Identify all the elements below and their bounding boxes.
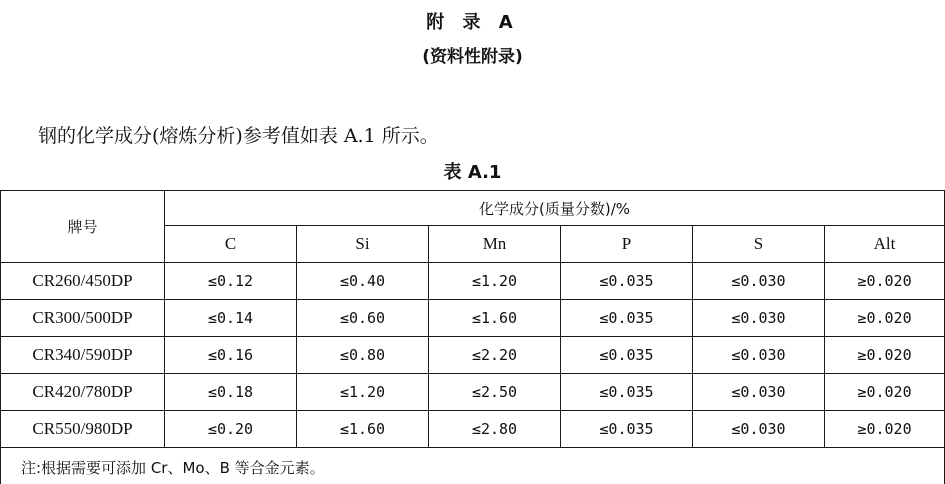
value-cell-alt: ≥0.020 bbox=[825, 263, 945, 300]
value-cell-si: ≤1.20 bbox=[297, 374, 429, 411]
value-cell-si: ≤1.60 bbox=[297, 411, 429, 448]
value-cell-p: ≤0.035 bbox=[561, 263, 693, 300]
value-cell-si: ≤0.80 bbox=[297, 337, 429, 374]
value-cell-mn: ≤2.50 bbox=[429, 374, 561, 411]
value-cell-si: ≤0.40 bbox=[297, 263, 429, 300]
value-cell-s: ≤0.030 bbox=[693, 374, 825, 411]
value-cell-p: ≤0.035 bbox=[561, 300, 693, 337]
value-cell-s: ≤0.030 bbox=[693, 337, 825, 374]
value-cell-alt: ≥0.020 bbox=[825, 411, 945, 448]
grade-cell: CR260/450DP bbox=[1, 263, 165, 300]
grade-cell: CR340/590DP bbox=[1, 337, 165, 374]
grade-column-header: 牌号 bbox=[1, 191, 165, 263]
grade-cell: CR550/980DP bbox=[1, 411, 165, 448]
value-cell-si: ≤0.60 bbox=[297, 300, 429, 337]
element-header-c: C bbox=[165, 226, 297, 263]
value-cell-p: ≤0.035 bbox=[561, 411, 693, 448]
value-cell-c: ≤0.12 bbox=[165, 263, 297, 300]
element-header-p: P bbox=[561, 226, 693, 263]
element-header-alt: Alt bbox=[825, 226, 945, 263]
composition-group-header: 化学成分(质量分数)/% bbox=[165, 191, 945, 226]
appendix-subtitle: (资料性附录) bbox=[422, 47, 523, 67]
chemical-composition-table bbox=[0, 190, 945, 484]
table-row bbox=[1, 374, 945, 411]
value-cell-mn: ≤2.20 bbox=[429, 337, 561, 374]
value-cell-s: ≤0.030 bbox=[693, 263, 825, 300]
value-cell-s: ≤0.030 bbox=[693, 411, 825, 448]
grade-cell: CR300/500DP bbox=[1, 300, 165, 337]
value-cell-alt: ≥0.020 bbox=[825, 300, 945, 337]
value-cell-alt: ≥0.020 bbox=[825, 337, 945, 374]
value-cell-c: ≤0.20 bbox=[165, 411, 297, 448]
value-cell-mn: ≤1.20 bbox=[429, 263, 561, 300]
table-row bbox=[1, 337, 945, 374]
grade-cell: CR420/780DP bbox=[1, 374, 165, 411]
table-note: 注:根据需要可添加 Cr、Mo、B 等合金元素。 bbox=[1, 448, 945, 484]
value-cell-c: ≤0.16 bbox=[165, 337, 297, 374]
value-cell-mn: ≤2.80 bbox=[429, 411, 561, 448]
value-cell-mn: ≤1.60 bbox=[429, 300, 561, 337]
value-cell-p: ≤0.035 bbox=[561, 374, 693, 411]
value-cell-p: ≤0.035 bbox=[561, 337, 693, 374]
table-row bbox=[1, 263, 945, 300]
element-header-mn: Mn bbox=[429, 226, 561, 263]
element-header-si: Si bbox=[297, 226, 429, 263]
intro-paragraph: 钢的化学成分(熔炼分析)参考值如表 A.1 所示。 bbox=[38, 125, 439, 147]
appendix-title: 附 录 A bbox=[426, 12, 519, 33]
table-row bbox=[1, 300, 945, 337]
value-cell-s: ≤0.030 bbox=[693, 300, 825, 337]
table-caption: 表 A.1 bbox=[443, 162, 502, 183]
table-row bbox=[1, 411, 945, 448]
value-cell-c: ≤0.18 bbox=[165, 374, 297, 411]
element-header-s: S bbox=[693, 226, 825, 263]
value-cell-c: ≤0.14 bbox=[165, 300, 297, 337]
value-cell-alt: ≥0.020 bbox=[825, 374, 945, 411]
table-note-row bbox=[1, 448, 945, 484]
